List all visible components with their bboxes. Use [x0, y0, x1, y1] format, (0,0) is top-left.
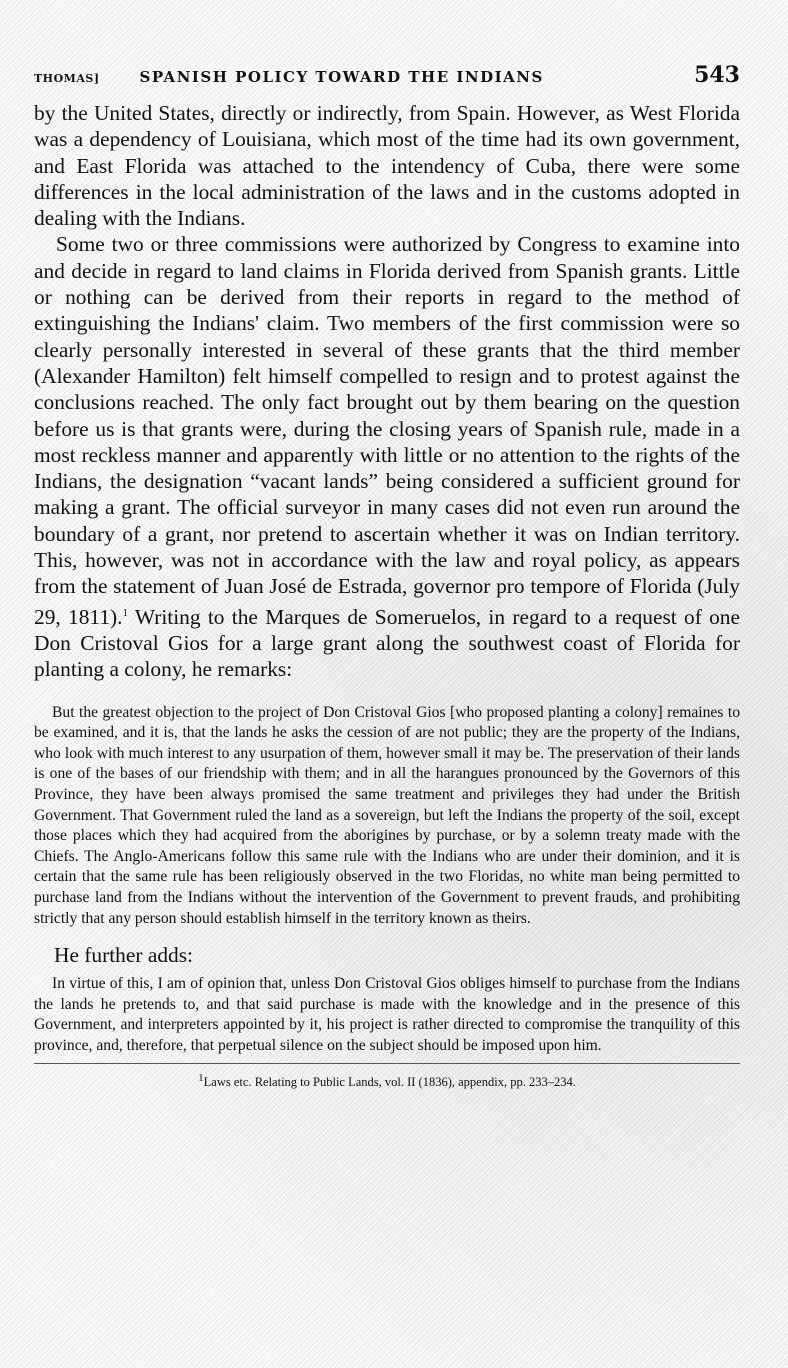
- running-head: [34, 62, 740, 90]
- main-text: [34, 100, 740, 683]
- quote-1-text: But the greatest objection to the project of Don Cristoval Gios [who proposed planting a colony] remaines to be examined, and it is, that the lands he asks the cession of are not public; they are the property of the Indians, who look with much interest to any usurpation of them, however small it may be. The preservation of their lands is one of the bases of our friendship with them; and in all the harangues pronounced by the Governors of this Province, they have been always promised the same treatment and privileges they had under the British Government. That Government ruled the land as a sovereign, but left the Indians the property of the soil, except those places which they had acquired from the aborigines by purchase, or by a solemn treaty made with the Chiefs. The Anglo-Americans follow this same rule with the Indians who are under their dominion, and it is certain that the same rule has been religiously observed in the two Floridas, no white man being permitted to purchase land from the Indians without the intervention of the Government to prevent frauds, and prohibiting strictly that any person should establish himself in the territory known as theirs.: [34, 703, 740, 927]
- footnote-reference: 1: [122, 606, 128, 619]
- footnote-marker: 1: [198, 1071, 204, 1084]
- quote-2-text: In virtue of this, I am of opinion that, unless Don Cristoval Gios obliges himself to purchase from the Indians the lands he pretends to, and that said purchase is made with the knowledge and in the presence of this Government, and interpreters appointed by it, his project is rather directed to compromise the tranquility of this province, and, therefore, that perpetual silence on the subject should be imposed upon him.: [34, 975, 740, 1054]
- block-quote-1: [34, 703, 740, 930]
- paragraph-2-continued: Writing to the Marques de Someruelos, in regard to a request of one Don Cristoval Gios for a large grant along the southwest coast of Florida for planting a colony, he remarks:: [34, 604, 740, 682]
- running-title: SPANISH POLICY TOWARD THE INDIANS: [139, 68, 544, 86]
- footnote-text: Laws etc. Relating to Public Lands, vol. II (1836), appendix, pp. 233–234.: [203, 1074, 576, 1089]
- author-tag: THOMAS]: [34, 72, 100, 85]
- paragraph-2-text: Some two or three commissions were authorized by Congress to examine into and decide in regard to land claims in Florida derived from Spanish grants. Little or nothing can be derived from their reports in regard to the method of extinguishing the Indians' claim. Two members of the first commission were so clearly personally interested in several of these grants that the third member (Alexander Hamilton) felt himself compelled to resign and to protest against the conclusions reached. The only fact brought out by them bearing on the question before us is that grants were, during the closing years of Spanish rule, made in a most reckless manner and apparently with little or no attention to the rights of the Indians, the designation “vacant lands” being considered a sufficient ground for making a grant. The official surveyor in many cases did not even run around the boundary of a grant, nor pretend to ascertain whether it was on Indian territory. This, however, was not in accordance with the law and royal policy, as appears from the statement of Juan José de Estrada, governor pro tempore of Florida (July 29, 1811).: [34, 232, 740, 629]
- page-number: 543: [694, 62, 740, 88]
- footnote-divider: [34, 1063, 740, 1064]
- paragraph-1: by the United States, directly or indirectly, from Spain. However, as West Florida was a dependency of Louisiana, which most of the time had its own government, and East Florida was attached to the intendency of Cuba, there were some differences in the local administration of the laws and in the customs adopted in dealing with the Indians.: [34, 101, 740, 231]
- block-quote-2: [34, 974, 740, 1056]
- paragraph-2: [34, 231, 740, 682]
- subheading: He further adds:: [54, 943, 193, 968]
- footnote: [34, 1072, 740, 1090]
